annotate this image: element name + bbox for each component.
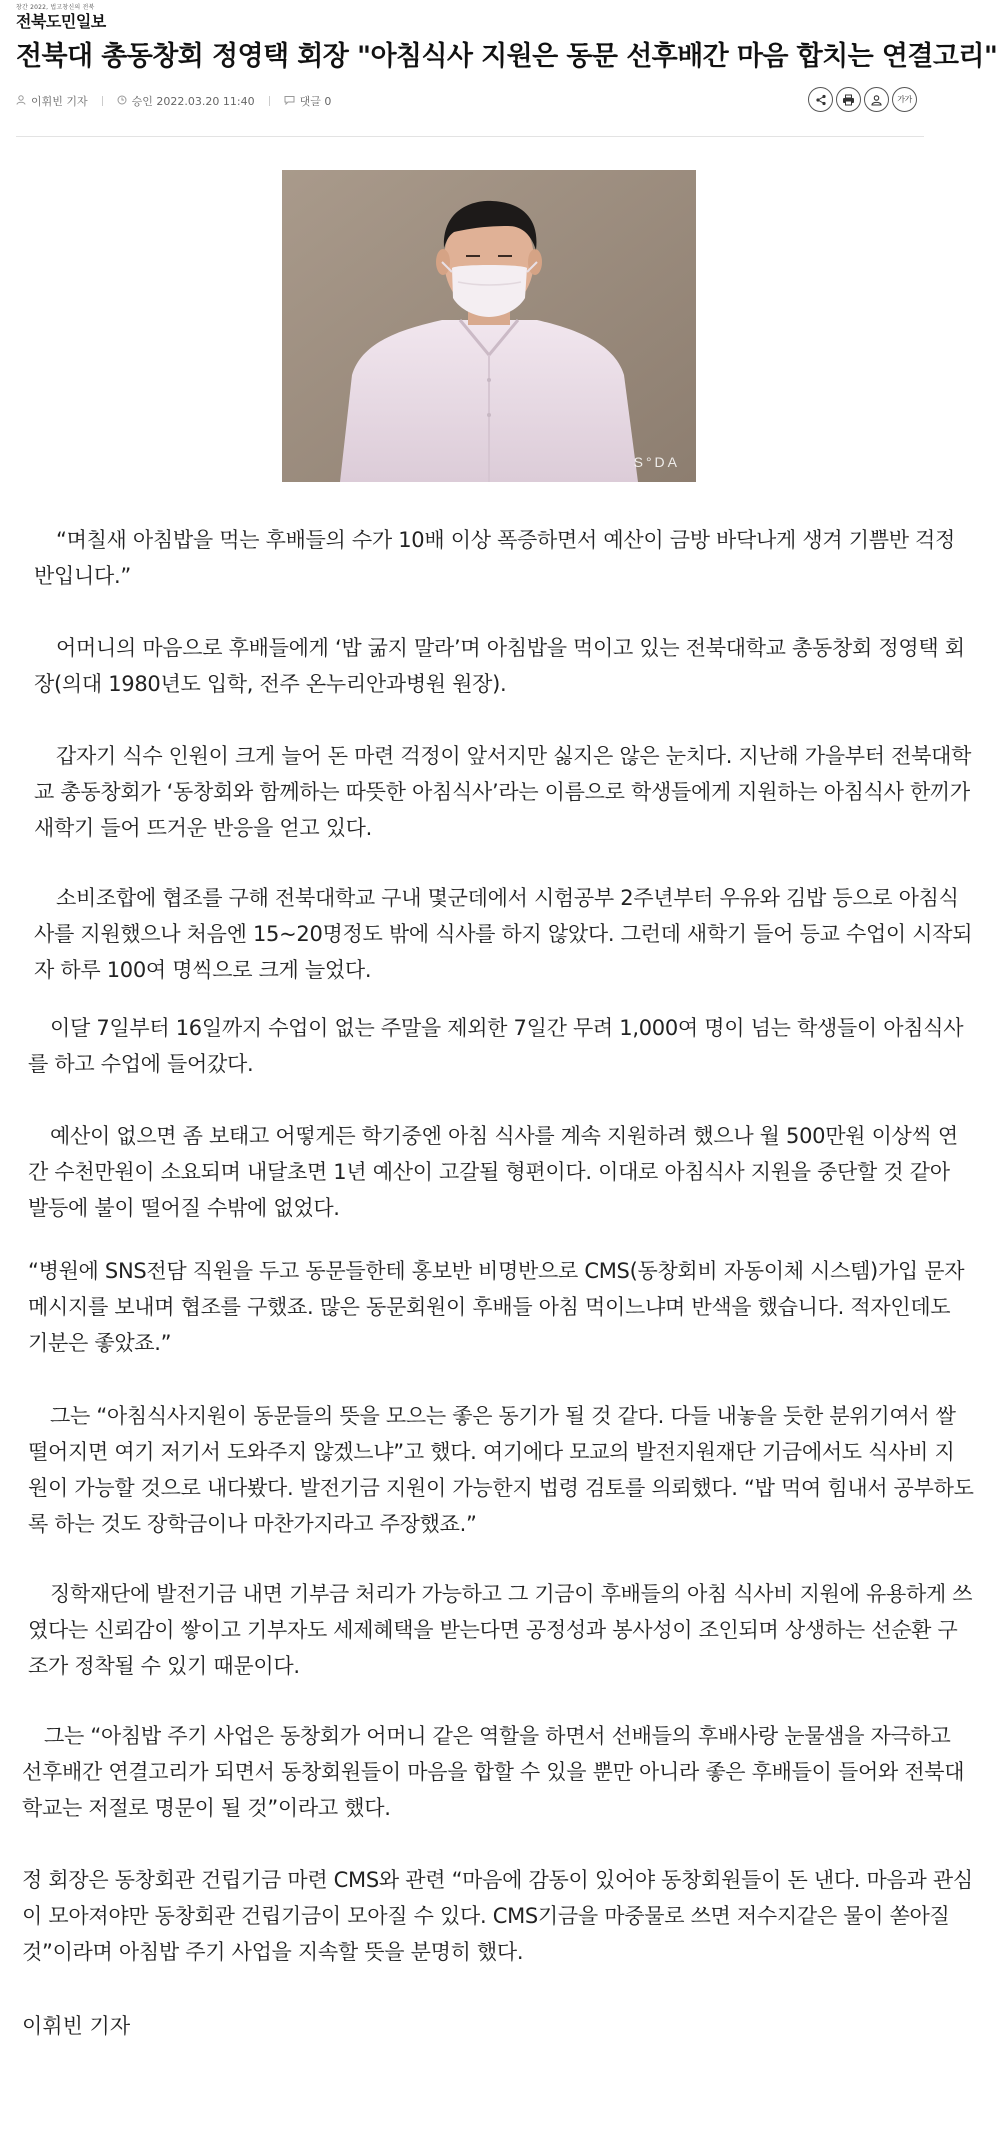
font-size-button[interactable] (892, 87, 917, 112)
comment-icon (284, 95, 295, 108)
author-meta (16, 93, 88, 109)
comment-count: 댓글 0 (299, 95, 332, 108)
comments-meta[interactable] (284, 93, 332, 109)
email-icon (870, 94, 883, 106)
article-headline: 전북대 총동창회 정영택 회장 "아침식사 지원은 동문 선후배간 마음 합치는 연결고리" (16, 41, 998, 72)
share-icon (815, 94, 827, 106)
font-size-icon: 가가 (897, 95, 912, 104)
logo-tagline: 창간 2022, 법고창신의 전북 (16, 4, 95, 11)
article-paragraph: 어머니의 마음으로 후배들에게 ‘밥 굶지 말라’며 아침밥을 먹이고 있는 전북대학교 총동창회 정영택 회장(의대 1980년도 입학, 전주 온누리안과병원 원장). (34, 636, 965, 696)
article-photo[interactable] (282, 170, 696, 482)
article-paragraph: 소비조합에 협조를 구해 전북대학교 구내 몇군데에서 시험공부 2주년부터 우유와 김밥 등으로 아침식사를 지원했으나 처음엔 15~20명정도 밖에 식사를 하지 않았다. 그런데 새학기 들어 등교 수업이 시작되자 하루 100여 명씩으로 크게 늘었다. (34, 886, 973, 982)
published-meta (117, 93, 255, 109)
article-paragraph: “며칠새 아침밥을 먹는 후배들의 수가 10배 이상 폭증하면서 예산이 금방 바닥나게 생겨 기쁨반 걱정반입니다.” (34, 528, 956, 588)
site-logo[interactable] (16, 4, 106, 32)
article-paragraph: 갑자기 식수 인원이 크게 늘어 돈 마련 걱정이 앞서지만 싫지은 않은 눈치다. 지난해 가을부터 전북대학교 총동창회가 ‘동창회와 함께하는 따뜻한 아침식사’라는 이름으로 학생들에게 지원하는 아침식사 한끼가 새학기 들어 뜨거운 반응을 얻고 있다. (34, 744, 972, 840)
person-icon (16, 95, 26, 108)
article-meta (16, 92, 331, 110)
email-button[interactable] (864, 87, 889, 112)
print-icon (842, 94, 855, 106)
published-date: 승인 2022.03.20 11:40 (131, 95, 255, 108)
interview-photo (282, 170, 696, 482)
clock-icon (117, 95, 127, 108)
article-paragraph: 그는 “아침식사지원이 동문들의 뜻을 모으는 좋은 동기가 될 것 같다. 다들 내놓을 듯한 분위기여서 쌀 떨어지면 여기 저기서 도와주지 않겠느냐”고 했다. 여기에다 모교의 발전지원재단 기금에서도 식사비 지원이 가능할 것으로 내다봤다. 발전기금 지원이 가능한지 법령 검토를 의뢰했다. “밥 먹여 힘내서 공부하도록 하는 것도 장학금이나 마찬가지라고 주장했죠.” (28, 1404, 974, 1536)
article-paragraph: 징학재단에 발전기금 내면 기부금 처리가 가능하고 그 기금이 후배들의 아침 식사비 지원에 유용하게 쓰였다는 신뢰감이 쌓이고 기부자도 세제혜택을 받는다면 공정성과 봉사성이 조인되며 상생하는 선순환 구조가 정착될 수 있기 때문이다. (28, 1582, 973, 1678)
article-paragraph: 그는 “아침밥 주기 사업은 동창회가 어머니 같은 역할을 하면서 선배들의 후배사랑 눈물샘을 자극하고 선후배간 연결고리가 되면서 동창회원들이 마음을 합할 수 있을 뿐만 아니라 좋은 후배들이 들어와 전북대학교는 저절로 명문이 될 것”이라고 했다. (22, 1724, 965, 1820)
article-toolbar (808, 87, 917, 112)
author-name: 이휘빈 기자 (31, 95, 88, 108)
article-paragraph: 정 회장은 동창회관 건립기금 마련 CMS와 관련 “마음에 감동이 있어야 동창회원들이 돈 낸다. 마음과 관심이 모아져야만 동창회관 건립기금이 모아질 수 있다. CMS기금을 마중물로 쓰면 저수지같은 물이 쏟아질 것”이라며 아침밥 주기 사업을 지속할 뜻을 분명히 했다. (22, 1868, 973, 1964)
article-paragraph: 예산이 없으면 좀 보태고 어떻게든 학기중엔 아침 식사를 계속 지원하려 했으나 월 500만원 이상씩 연간 수천만원이 소요되며 내달초면 1년 예산이 고갈될 형편이다. 이대로 아침식사 지원을 중단할 것 같아 발등에 불이 떨어질 수밖에 없었다. (28, 1124, 958, 1220)
meta-divider (269, 96, 270, 106)
photo-watermark: S°DA (633, 454, 680, 470)
logo-name: 전북도민일보 (16, 12, 106, 31)
article-byline: 이휘빈 기자 (22, 2014, 131, 2038)
meta-divider (102, 96, 103, 106)
header-divider (16, 136, 924, 137)
share-button[interactable] (808, 87, 833, 112)
print-button[interactable] (836, 87, 861, 112)
article-paragraph: 이달 7일부터 16일까지 수업이 없는 주말을 제외한 7일간 무려 1,000여 명이 넘는 학생들이 아침식사를 하고 수업에 들어갔다. (28, 1016, 964, 1076)
article-paragraph: “병원에 SNS전담 직원을 두고 동문들한테 홍보반 비명반으로 CMS(동창회비 자동이체 시스템)가입 문자 메시지를 보내며 협조를 구했죠. 많은 동문회원이 후배들 아침 먹이느냐며 반색을 했습니다. 적자인데도 기분은 좋았죠.” (28, 1259, 965, 1355)
